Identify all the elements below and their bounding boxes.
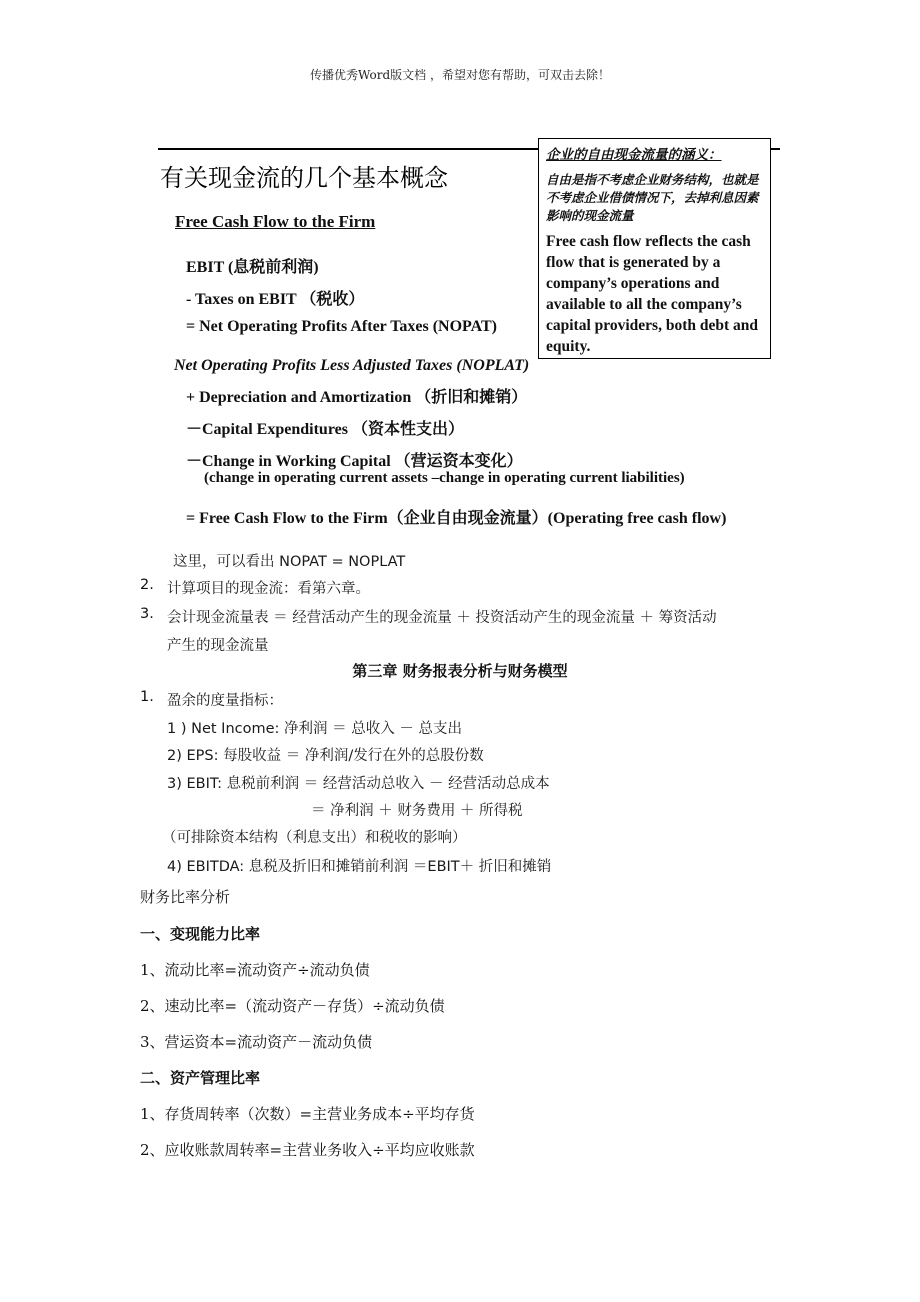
depreciation-line: + Depreciation and Amortization （折旧和摊销） — [186, 389, 528, 406]
eps-line: 2) EPS: 每股收益 ＝ 净利润/发行在外的总股份数 — [167, 748, 484, 764]
ratio-item: 2、速动比率=（流动资产－存货）÷流动负债 — [140, 997, 445, 1015]
ratio-item: 3、营运资本=流动资产－流动负债 — [140, 1033, 373, 1051]
fcf-result-line: = Free Cash Flow to the Firm（企业自由现金流量）(Operating free cash flow) — [186, 510, 727, 527]
chapter-title: 第三章 财务报表分析与财务模型 — [352, 662, 568, 680]
capex-line: －Capital Expenditures （资本性支出） — [186, 421, 464, 438]
nopat-line: = Net Operating Profits After Taxes (NOPAT) — [186, 318, 497, 335]
fcff-title: Free Cash Flow to the Firm — [175, 212, 376, 231]
working-capital-line: －Change in Working Capital （营运资本变化） — [186, 453, 523, 470]
section-heading-asset-management: 二、资产管理比率 — [140, 1069, 261, 1087]
list-item-continued: 产生的现金流量 — [167, 638, 269, 654]
noplat-line: Net Operating Profits Less Adjusted Taxes (NOPLAT) — [174, 357, 530, 374]
ratio-analysis-heading: 财务比率分析 — [140, 888, 231, 906]
definition-chinese: 自由是指不考虑企业财务结构，也就是不考虑企业借债情况下，去掉利息因素影响的现金流量 — [546, 173, 759, 223]
net-income-line: 1 ) Net Income: 净利润 ＝ 总收入 － 总支出 — [167, 721, 462, 737]
ebit-note: （可排除资本结构（利息支出）和税收的影响） — [162, 830, 467, 846]
header-note: 传播优秀Word版文档 ，希望对您有帮助，可双击去除！ — [310, 68, 610, 82]
section-heading-liquidity: 一、变现能力比率 — [140, 925, 261, 943]
list-number: 2. — [140, 577, 154, 593]
nopat-equals-noplat: 这里，可以看出 NOPAT = NOPLAT — [173, 554, 406, 570]
ebit-line: EBIT (息税前利润) — [186, 259, 319, 276]
ebitda-line: 4) EBITDA: 息税及折旧和摊销前利润 ＝EBIT＋ 折旧和摊销 — [167, 859, 552, 875]
ebit-definition-line: 3) EBIT: 息税前利润 ＝ 经营活动总收入 － 经营活动总成本 — [167, 776, 550, 792]
ebit-alt-formula: ＝ 净利润 ＋ 财务费用 ＋ 所得税 — [311, 803, 523, 819]
taxes-line: - Taxes on EBIT （税收） — [186, 291, 365, 308]
list-number: 1. — [140, 689, 154, 705]
ratio-item: 1、存货周转率（次数）=主营业务成本÷平均存货 — [140, 1105, 475, 1123]
ratio-item: 1、流动比率=流动资产÷流动负债 — [140, 961, 370, 979]
list-number: 3. — [140, 606, 154, 622]
definition-heading: 企业的自由现金流量的涵义： — [546, 147, 722, 162]
definition-english: Free cash flow reflects the cash flow that is generated by a company’s operations and available to all the company’s capital providers, both debt and equity. — [546, 233, 759, 355]
list-item: 计算项目的现金流：看第六章。 — [167, 581, 370, 597]
working-capital-detail: (change in operating current assets –change in operating current liabilities) — [204, 470, 685, 486]
slide-title: 有关现金流的几个基本概念 — [160, 164, 448, 192]
list-item: 盈余的度量指标： — [167, 693, 283, 709]
definition-box — [538, 138, 771, 359]
list-item: 会计现金流量表 ＝ 经营活动产生的现金流量 ＋ 投资活动产生的现金流量 ＋ 筹资活动 — [167, 610, 717, 626]
ratio-item: 2、应收账款周转率=主营业务收入÷平均应收账款 — [140, 1141, 475, 1159]
